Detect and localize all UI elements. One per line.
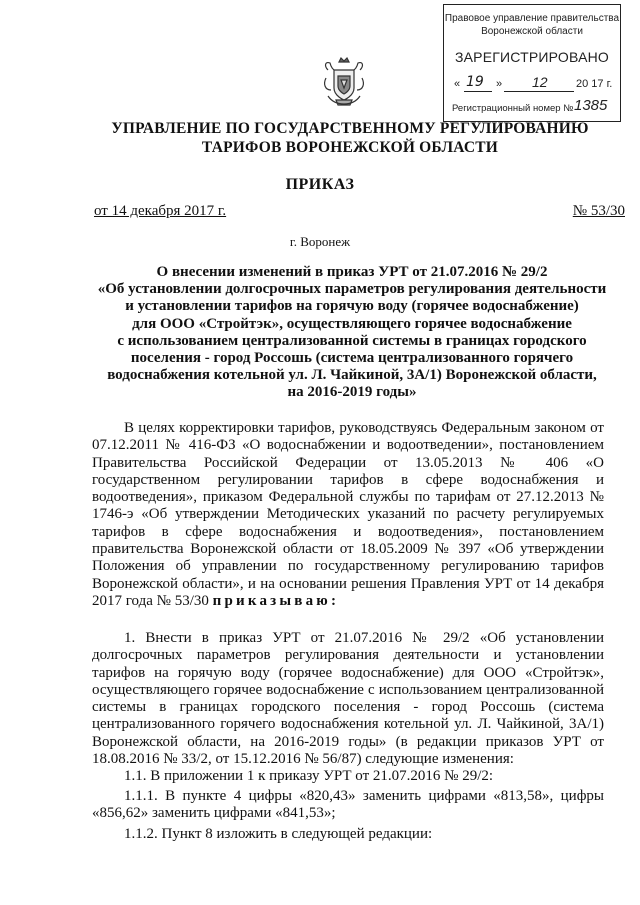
registration-stamp — [443, 4, 621, 122]
order-number: № 53/30 — [572, 203, 625, 219]
coat-of-arms-icon — [322, 56, 366, 108]
subject-line: и установлении тарифов на горячую воду (горячее водоснабжение) — [125, 298, 579, 315]
subject-line: О внесении изменений в приказ УРТ от 21.07.2016 № 29/2 — [156, 264, 548, 280]
subject-line: на 2016-2019 годы» — [287, 384, 417, 401]
subject-line: «Об установлении долгосрочных параметров регулирования деятельности — [97, 281, 607, 298]
preamble-action: приказываю: — [212, 592, 340, 609]
stamp-year: 20 17 г. — [576, 78, 613, 90]
order-city: г. Воронеж — [289, 234, 351, 249]
stamp-registered-label: ЗАРЕГИСТРИРОВАНО — [454, 49, 610, 65]
document-title: ПРИКАЗ — [285, 176, 355, 193]
stamp-reg-number-value: 1385 — [574, 97, 608, 114]
item-1-paragraph: 1. Внести в приказ УРТ от 21.07.2016 № 29/2 «Об установлении долгосрочных параметров регулирования деятельности и установлении тарифов на горячую воду (горячее водоснабжение) для ООО «Стройтэк», осуществляющего горячее водоснабжение с использованием централизованной системы в границах городского поселения - город Россошь (система централизованного горячего водоснабжения котельной ул. Л. Чайкиной, 3А/1) Воронежской области, на 2016-2019 годы» (в редакции приказов УРТ от 18.08.2016 № 33/2, от 15.12.2016 № 56/87) следующие изменения: — [92, 630, 604, 768]
preamble-text: В целях корректировки тарифов, руководствуясь Федеральным законом от 07.12.2011 № 416-ФЗ «О водоснабжении и водоотведении», постановлением Правительства Российской Федерации от 13.05.2013 № 406 «О государственном регулировании тарифов в сфере водоснабжения и водоотведения», приказом Федеральной службы по тарифам от 27.12.2013 № 1746-э «Об утверждении Методических указаний по расчету регулируемых тарифов в сфере водоснабжения и водоотведения», постановлением правительства Воронежской области от 18.05.2009 № 397 «Об утверждении Положения об управлении по государственному регулированию тарифов Воронежской области», и на основании решения Правления УРТ от 14 декабря 2017 года № 53/30 — [92, 420, 604, 609]
stamp-quote-close: » — [496, 78, 503, 90]
stamp-reg-number-label: Регистрационный номер № — [452, 103, 574, 114]
order-subject — [92, 264, 612, 402]
item-1-1-1: 1.1.1. В пункте 4 цифры «820,43» заменить цифрами «813,58», цифры «856,62» заменить цифрами «841,53»; — [92, 788, 604, 822]
stamp-month: 12 — [532, 74, 548, 90]
stamp-date — [452, 74, 614, 93]
stamp-month-underline — [504, 91, 574, 92]
issuer-line2: ТАРИФОВ ВОРОНЕЖСКОЙ ОБЛАСТИ — [201, 139, 499, 156]
stamp-org-line1: Правовое управление правительства — [444, 13, 620, 24]
item-1-1-2: 1.1.2. Пункт 8 изложить в следующей редакции: — [124, 826, 433, 842]
subject-line: водоснабжения котельной ул. Л. Чайкиной, 3А/1) Воронежской области, — [107, 367, 597, 384]
subject-line: поселения - город Россошь (система централизованного горячего — [130, 350, 574, 367]
stamp-day: 19 — [466, 74, 484, 90]
stamp-organization — [444, 12, 620, 38]
preamble-paragraph — [92, 420, 604, 610]
stamp-reg-number — [452, 97, 616, 114]
order-date: от 14 декабря 2017 г. — [94, 203, 227, 219]
issuer-line1: УПРАВЛЕНИЕ ПО ГОСУДАРСТВЕННОМУ РЕГУЛИРОВАНИЮ — [111, 120, 589, 137]
subject-line: для ООО «Стройтэк», осуществляющего горячее водоснабжение — [132, 315, 572, 332]
stamp-org-line2: Воронежской области — [481, 26, 583, 37]
subject-line: с использованием централизованной системы в границах городского — [117, 332, 587, 349]
stamp-day-underline — [464, 91, 492, 92]
stamp-quote-open: « — [454, 78, 461, 90]
item-1-1: 1.1. В приложении 1 к приказу УРТ от 21.07.2016 № 29/2: — [124, 768, 494, 784]
